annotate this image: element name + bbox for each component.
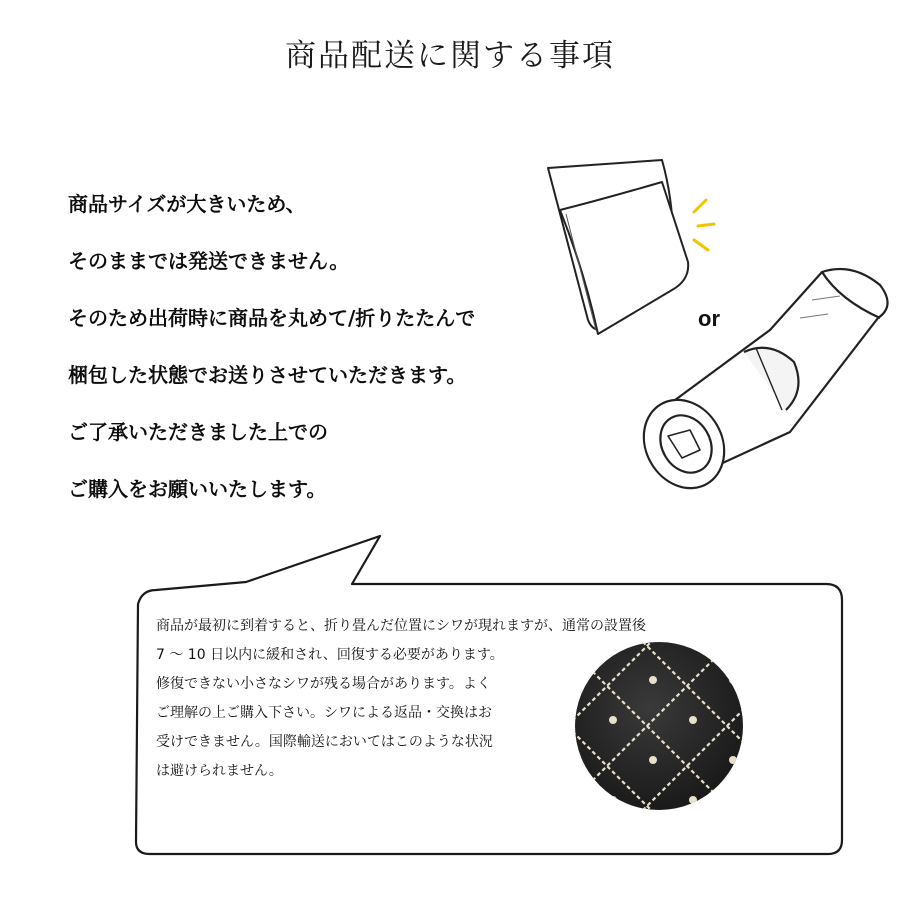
- main-line-2: そのままでは発送できません。: [68, 249, 350, 273]
- quilted-leather-swatch: [573, 640, 745, 812]
- note-line-2: 7 〜 10 日以内に緩和され、回復する必要があります。: [156, 647, 504, 663]
- note-line-3: 修復できない小さなシワが残る場合があります。よく: [156, 676, 491, 692]
- page-title: 商品配送に関する事項: [285, 38, 615, 74]
- main-line-5: ご了承いただきました上での: [68, 420, 328, 444]
- note-line-6: は避けられません。: [156, 763, 283, 779]
- note-line-5: 受けできません。国際輸送においてはこのような状況: [156, 734, 493, 750]
- note-line-1: 商品が最初に到着すると、折り畳んだ位置にシワが現れますが、通常の設置後: [156, 618, 646, 634]
- main-line-3: そのため出荷時に商品を丸めて/折りたたんで: [68, 306, 476, 330]
- or-label: or: [698, 306, 720, 331]
- note-line-4: ご理解の上ご購入下さい。シワによる返品・交換はお: [156, 705, 492, 721]
- main-line-1: 商品サイズが大きいため、: [68, 192, 306, 216]
- main-line-6: ご購入をお願いいたします。: [68, 477, 327, 501]
- main-line-4: 梱包した状態でお送りさせていただきます。: [68, 363, 467, 387]
